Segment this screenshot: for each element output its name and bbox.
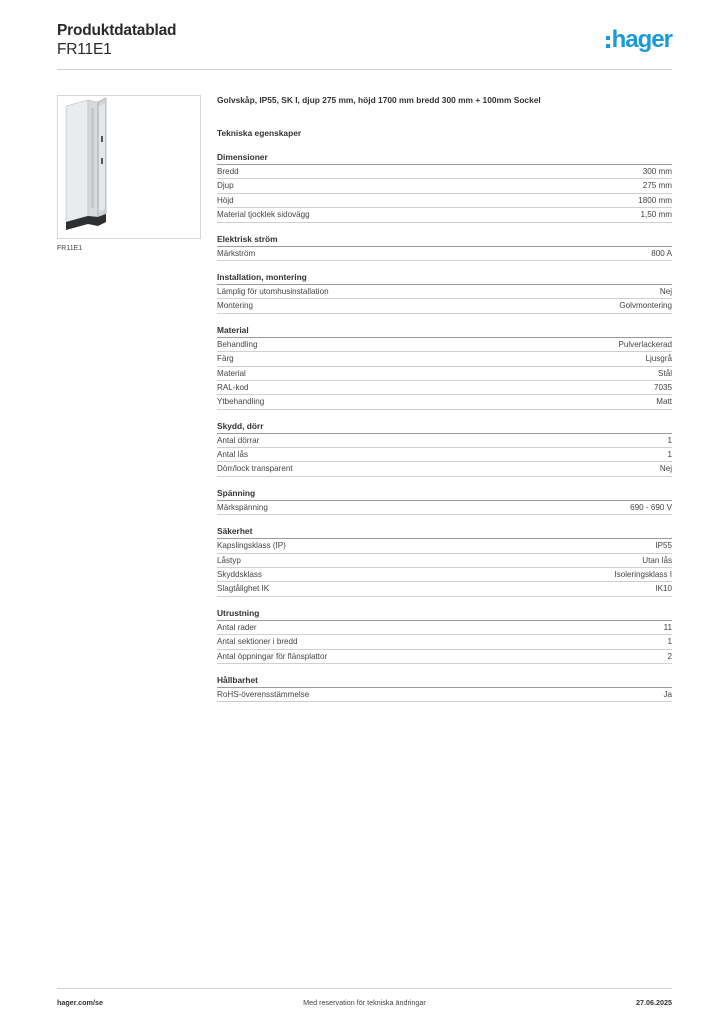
section-title: Hållbarhet [217,675,672,688]
spec-label: Lämplig för utomhusinstallation [217,286,329,296]
spec-row [217,395,672,409]
spec-row [217,621,672,635]
spec-row [217,299,672,313]
spec-value: 1 [667,450,672,460]
specs-content [217,94,672,702]
footer-divider [57,988,672,989]
spec-value: 1800 mm [638,195,672,205]
spec-label: Låstyp [217,555,241,565]
spec-row [217,381,672,395]
product-image [57,95,201,239]
spec-label: Antal öppningar för flänsplattor [217,651,328,661]
spec-label: Djup [217,181,234,191]
spec-row [217,554,672,568]
spec-row [217,635,672,649]
section-title: Säkerhet [217,526,672,539]
spec-row [217,501,672,515]
spec-value: 300 mm [642,167,672,176]
spec-section [217,675,672,702]
spec-value: Ja [663,689,672,699]
spec-row [217,247,672,261]
spec-section [217,234,672,261]
spec-label: Bredd [217,167,239,176]
spec-value: 11 [663,622,672,632]
spec-value: Isoleringsklass I [614,570,672,580]
spec-label: Antal sektioner i bredd [217,637,298,647]
spec-label: Ytbehandling [217,397,265,407]
spec-section [217,608,672,664]
spec-label: Höjd [217,195,234,205]
footer-date: 27.06.2025 [636,998,672,1007]
spec-value: Utan lås [642,555,672,565]
spec-label: Material tjocklek sidovägg [217,210,310,220]
product-code: FR11E1 [57,41,112,58]
spec-row [217,688,672,702]
spec-value: Nej [659,464,672,474]
section-title: Installation, montering [217,272,672,285]
logo-dots-icon [606,36,610,48]
section-title: Spänning [217,488,672,501]
spec-row [217,367,672,381]
footer-website: hager.com/se [57,998,103,1007]
spec-value: Ljusgrå [645,354,672,364]
section-title: Elektrisk ström [217,234,672,247]
spec-value: Golvmontering [619,301,672,311]
spec-row [217,194,672,208]
spec-label: Märkspänning [217,502,268,512]
spec-value: 1,50 mm [640,210,672,220]
section-title: Material [217,325,672,338]
spec-value: 7035 [653,382,672,392]
spec-label: Skyddsklass [217,570,262,580]
spec-row [217,434,672,448]
logo-text: hager [611,26,672,53]
product-description: Golvskåp, IP55, SK I, djup 275 mm, höjd 1700 mm bredd 300 mm + 100mm Sockel [217,95,541,105]
spec-label: Dörr/lock transparent [217,464,293,474]
section-title: Skydd, dörr [217,421,672,434]
document-title: Produktdatablad [57,22,177,39]
spec-label: Material [217,368,246,378]
spec-row [217,462,672,476]
spec-label: Slagtålighet IK [217,584,270,594]
spec-row [217,208,672,222]
spec-value: 275 mm [642,181,672,191]
header [57,22,672,59]
spec-row [217,650,672,664]
spec-row [217,179,672,193]
spec-label: Antal rader [217,622,257,632]
spec-row [217,539,672,553]
spec-value: 1 [667,435,672,445]
spec-row [217,165,672,179]
spec-section [217,272,672,314]
header-divider [57,69,672,70]
spec-value: 1 [667,637,672,647]
spec-label: Färg [217,354,234,364]
spec-section [217,421,672,477]
spec-row [217,568,672,582]
spec-section [217,526,672,597]
spec-section [217,152,672,223]
section-title: Utrustning [217,608,672,621]
spec-value: Nej [659,286,672,296]
spec-row [217,352,672,366]
spec-label: Montering [217,301,253,311]
section-title: Dimensioner [217,152,672,165]
spec-row [217,582,672,596]
spec-label: RoHS-överensstämmelse [217,689,310,699]
spec-value: IK10 [655,584,672,594]
spec-sections [217,152,672,702]
spec-row [217,285,672,299]
spec-value: IP55 [655,541,672,551]
spec-value: 690 - 690 V [630,502,672,512]
image-caption: FR11E1 [57,245,83,252]
spec-section [217,325,672,410]
tech-properties-title: Tekniska egenskaper [217,128,302,138]
spec-row [217,448,672,462]
spec-label: Kapslingsklass (IP) [217,541,286,551]
spec-label: Behandling [217,339,258,349]
spec-row [217,338,672,352]
spec-value: Matt [656,397,672,407]
cabinet-image [58,96,200,238]
spec-label: Antal lås [217,450,249,460]
spec-label: Märkström [217,248,256,258]
spec-value: Pulverlackerad [618,339,672,349]
hager-logo [606,26,672,54]
spec-section [217,488,672,515]
spec-label: Antal dörrar [217,435,260,445]
spec-label: RAL-kod [217,382,249,392]
footer-note: Med reservation för tekniska ändringar [303,998,426,1007]
spec-value: 2 [667,651,672,661]
spec-value: Stål [658,368,672,378]
spec-value: 800 A [651,248,672,258]
